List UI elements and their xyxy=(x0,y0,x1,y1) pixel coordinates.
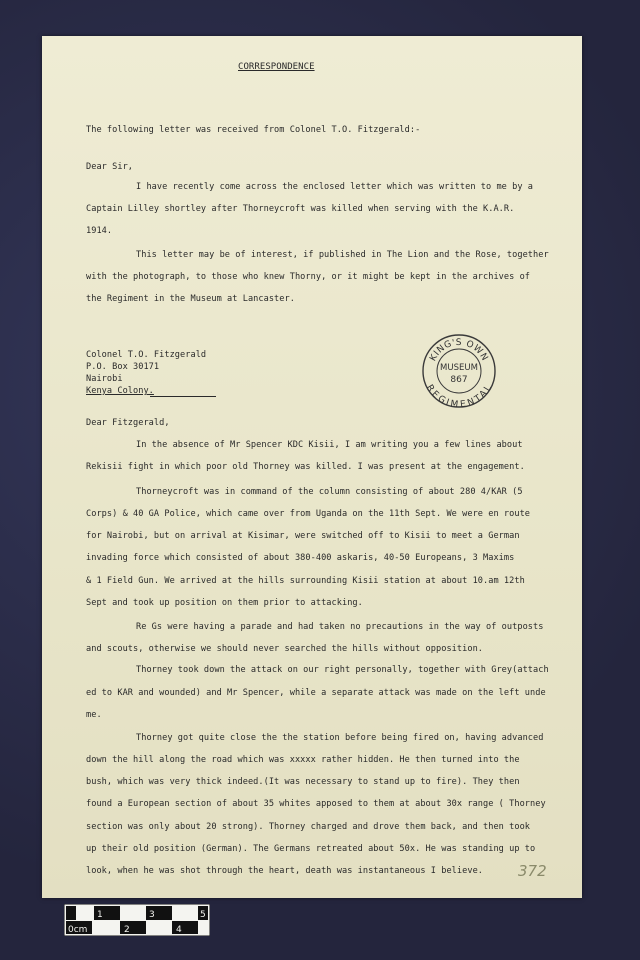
salutation-first: Dear Sir, xyxy=(86,162,134,172)
para4-line: for Nairobi, but on arrival at Kisimar, were switched off to Kisii to meet a German xyxy=(86,531,520,541)
para6-line: ed to KAR and wounded) and Mr Spencer, while a separate attack was made on the left unde xyxy=(86,688,546,698)
address-underline xyxy=(150,396,216,397)
para5-line: Re Gs were having a parade and had taken no precautions in the way of outposts xyxy=(136,622,544,632)
para7-line: down the hill along the road which was xxxxx rather hidden. He then turned into the xyxy=(86,755,520,765)
scale-label: 5 xyxy=(200,910,206,920)
intro-line: The following letter was received from Colonel T.O. Fitzgerald:- xyxy=(86,125,421,135)
measurement-scale-bar xyxy=(64,904,210,936)
para7-line: look, when he was shot through the heart, death was instantaneous I believe. xyxy=(86,866,484,876)
para3-line: Rekisii fight in which poor old Thorney was killed. I was present at the engagement. xyxy=(86,462,525,472)
para3-line: In the absence of Mr Spencer KDC Kisii, I am writing you a few lines about xyxy=(136,440,523,450)
para2-line: with the photograph, to those who knew Thorny, or it might be kept in the archives of xyxy=(86,272,531,282)
para6-line: me. xyxy=(86,710,102,720)
salutation-second: Dear Fitzgerald, xyxy=(86,418,170,428)
para2-line: This letter may be of interest, if published in The Lion and the Rose, together xyxy=(136,250,549,260)
address-line: Kenya Colony. xyxy=(86,386,154,396)
para4-line: Thorneycroft was in command of the column consisting of about 280 4/KAR (5 xyxy=(136,487,523,497)
scale-label: 3 xyxy=(149,910,155,920)
para1-line: I have recently come across the enclosed letter which was written to me by a xyxy=(136,182,534,192)
para7-line: Thorney got quite close the the station before being fired on, having advanced xyxy=(136,733,544,743)
para4-line: & 1 Field Gun. We arrived at the hills surrounding Kisii station at about 10.am 12th xyxy=(86,576,525,586)
address-line: Nairobi xyxy=(86,374,123,384)
para2-line: the Regiment in the Museum at Lancaster. xyxy=(86,294,295,304)
para4-line: Corps) & 40 GA Police, which came over from Uganda on the 11th Sept. We were en route xyxy=(86,509,531,519)
para7-line: found a European section of about 35 whites apposed to them at about 30x range ( Thorney xyxy=(86,799,546,809)
para1-line: 1914. xyxy=(86,226,113,236)
document-title: CORRESPONDENCE xyxy=(238,62,315,72)
svg-text:REGIMENTAL xyxy=(424,383,494,409)
para7-line: section was only about 20 strong). Thorney charged and drove them back, and then took xyxy=(86,822,531,832)
address-line: P.O. Box 30171 xyxy=(86,362,160,372)
scale-label: 2 xyxy=(124,925,130,935)
scale-label: 0cm xyxy=(68,925,88,935)
page-number: 372 xyxy=(518,862,547,880)
stamp-center-text: MUSEUM xyxy=(440,363,478,373)
address-line: Colonel T.O. Fitzgerald xyxy=(86,350,207,360)
para4-line: Sept and took up position on them prior to attacking. xyxy=(86,598,363,608)
para7-line: up their old position (German). The Germans retreated about 50x. He was standing up to xyxy=(86,844,536,854)
stamp-top-text: KING'S OWN xyxy=(428,337,490,364)
para4-line: invading force which consisted of about 380-400 askaris, 40-50 Europeans, 3 Maxims xyxy=(86,553,515,563)
para7-line: bush, which was very thick indeed.(It was necessary to stand up to fire). They then xyxy=(86,777,520,787)
para1-line: Captain Lilley shortley after Thorneycroft was killed when serving with the K.A.R. xyxy=(86,204,515,214)
para5-line: and scouts, otherwise we should never searched the hills without opposition. xyxy=(86,644,484,654)
para6-line: Thorney took down the attack on our right personally, together with Grey(attach xyxy=(136,665,549,675)
museum-stamp xyxy=(421,333,497,409)
stamp-number: 867 xyxy=(450,375,468,385)
scale-label: 1 xyxy=(97,910,103,920)
stamp-bottom-text: REGIMENTAL xyxy=(423,383,495,409)
scale-label: 4 xyxy=(176,925,182,935)
